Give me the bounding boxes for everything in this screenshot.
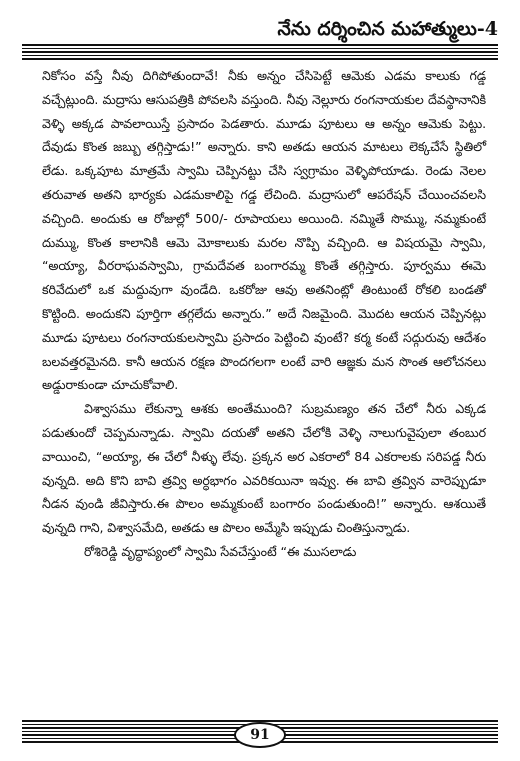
paragraph-1: నికోసం వస్తే నీవు దిగిపోతుందావే! నీకు అన్నం చేసిపెట్టే ఆమెకు ఎడమ కాలుకు గడ్డ వచ్చేట్లుంది. మద్రాసు ఆసుపత్రికి పోవలసి వస్తుంది. నీవు నెల్లూరు రంగనాయకుల దేవస్థానానికి వెళ్ళి అక్కడ పావలాయిస్తే ప్రసాదం పెడతారు. మూడు పూటలు ఆ అన్నం ఆమెకు పెట్టు. దేవుడు కొంత జబ్బు తగ్గిస్తాడు!” అన్నారు. కాని అతడు ఆయన మాటలు లెక్కచేసే స్థితిలో లేడు. ఒక్కపూట మాత్రమే స్వామి చెప్పినట్టు చేసి స్వగ్రామం వెళ్ళిపోయాడు. రెండు నెలల తరువాత అతని భార్యకు ఎడమకాలిపై గడ్డ లేచింది. మద్రాసులో ఆపరేషన్ చేయించవలసి వచ్చింది. అందుకు ఆ రోజుల్లో 500/- రూపాయలు అయింది. నమ్మితే సొమ్ము, నమ్మకుంటే దుమ్ము, కొంత కాలానికి ఆమె మోకాలుకు మరల నొప్పి వచ్చింది. ఆ విషయమై స్వామి, “అయ్యా, వీరరాఘవస్వామి, గ్రామదేవత బంగారమ్మ కొంతే తగ్గిస్తారు. పూర్వము ఈమె కరివేదులో ఒక మద్దువుగా వుండేది. ఒకరోజు ఆవు అతనింట్లో తింటుంటే రోకలి బండతో కొట్టింది. అందుకని పూర్తిగా తగ్గలేదు అన్నారు.” అదే నిజమైంది. మొదట ఆయన చెప్పినట్లు మూడు పూటలు రంగనాయకులస్వామి ప్రసాదం పెట్టించి వుంటే? కర్మ కంటే సద్గురువు ఆదేశం బలవత్తరమైనది. కానీ ఆయన రక్షణ పొందగలగా లంటే వారి ఆజ్ఞకు మన సొంత ఆలోచనలు అడ్డురాకుండా చూచుకోవాలి. xyxy=(42,68,486,393)
page-footer xyxy=(22,712,498,752)
header-rule xyxy=(22,44,498,62)
running-title: నేను దర్శించిన మహాత్ములు-4 xyxy=(277,18,498,40)
page-number: 91 xyxy=(234,722,286,748)
paragraph-3: రోశిరెడ్డి వృద్ధాప్యంలో స్వామి సేవచేస్తుంటే “ఈ ముసలాడు xyxy=(84,543,357,559)
page-header xyxy=(0,18,520,62)
page-body xyxy=(42,64,486,564)
paragraph-2: విశ్వాసము లేకున్నా ఆశకు అంతేముంది? సుబ్రమణ్యం తన చేలో నీరు ఎక్కడ పడుతుందో చెప్పమన్నాడు. స్వామి దయతో అతని చేలోకి వెళ్ళి నాలుగువైపులా తంబుర వాయించి, “అయ్యా, ఈ చేలో నీళ్ళు లేవు. ప్రక్కన అర ఎకరాలో 84 ఎకరాలకు సరిపడ్డ నీరు వున్నది. అది కొని బావి త్రవ్వి అర్ధభాగం ఎవరికయినా ఇవ్వు. ఈ బావి త్రవ్విన వారెప్పుడూ నీడన వుండి జీవిస్తారు.ఈ పొలం అమ్మకుంటే బంగారం పండుతుంది!” అన్నారు. ఆశయితే వున్నది గాని, విశ్వాసమేది, అతడు ఆ పొలం అమ్మేసి ఇప్పుడు చింతిస్తున్నాడు. xyxy=(42,401,486,536)
